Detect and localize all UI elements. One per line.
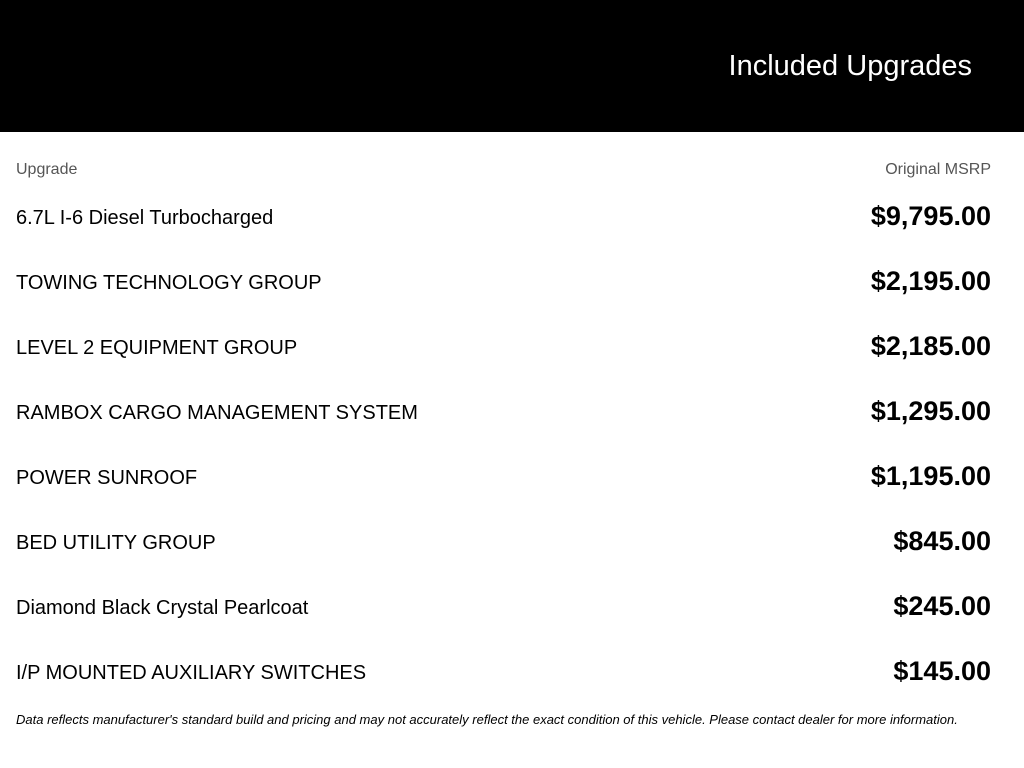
column-header-msrp: Original MSRP [885, 161, 991, 178]
upgrade-price: $9,795.00 [870, 201, 991, 231]
upgrade-row [16, 511, 991, 576]
upgrades-list [16, 186, 991, 706]
upgrade-price: $845.00 [893, 526, 991, 556]
column-header-upgrade: Upgrade [16, 161, 78, 178]
page-title: Included Upgrades [728, 50, 972, 82]
upgrade-row [16, 641, 991, 706]
upgrade-row [16, 446, 991, 511]
disclaimer-text: Data reflects manufacturer's standard build and pricing and may not accurately reflect the exact condition of this vehicle. Please contact dealer for more information. [16, 712, 958, 727]
upgrade-name: LEVEL 2 EQUIPMENT GROUP [16, 337, 298, 359]
header-bar [0, 0, 1024, 132]
upgrade-price: $1,195.00 [870, 461, 991, 491]
upgrade-row [16, 251, 991, 316]
upgrade-name: RAMBOX CARGO MANAGEMENT SYSTEM [16, 402, 418, 424]
upgrade-price: $1,295.00 [870, 396, 991, 426]
upgrade-name: BED UTILITY GROUP [16, 532, 216, 554]
upgrade-row [16, 186, 991, 251]
upgrade-row [16, 576, 991, 641]
upgrade-price: $2,195.00 [870, 266, 991, 296]
upgrade-price: $2,185.00 [870, 331, 991, 361]
upgrade-row [16, 316, 991, 381]
upgrade-name: Diamond Black Crystal Pearlcoat [16, 597, 309, 619]
upgrade-name: TOWING TECHNOLOGY GROUP [16, 272, 322, 294]
upgrade-name: 6.7L I-6 Diesel Turbocharged [16, 207, 274, 229]
upgrade-price: $245.00 [893, 591, 991, 621]
upgrade-name: POWER SUNROOF [16, 467, 198, 489]
upgrade-name: I/P MOUNTED AUXILIARY SWITCHES [16, 662, 367, 684]
upgrade-row [16, 381, 991, 446]
upgrade-price: $145.00 [893, 656, 991, 686]
